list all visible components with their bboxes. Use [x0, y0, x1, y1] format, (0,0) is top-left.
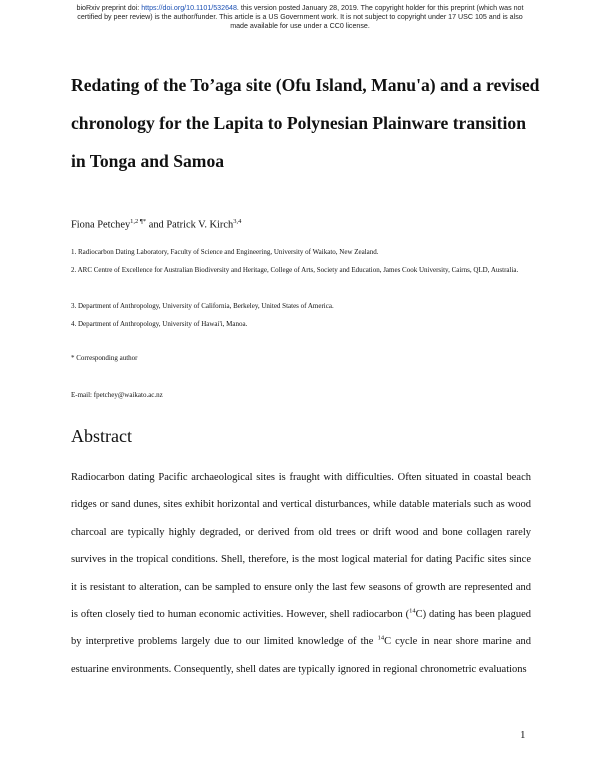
abstract-text: Radiocarbon dating Pacific archaeological sites is fraught with difficulties. Often situated in coastal beach ridges or sand dunes, sites exhibit horizontal and vertical disturbances, while datable materials such as wood charcoal are typically highly degraded, or derived from old trees or drift wood and bone collagen rarely survives in the tropical conditions. Shell, therefore, is the most logical material for dating Pacific sites since it is resistant to alteration, can be sampled to ensure only the last few seasons of growth are represented and is often closely tied to human economic activities. However, shell radiocarbon ($^{14}$C) dating has been plagued by interpretive problems largely due to our limited knowledge of the $^{14}$C cycle in near shore marine and estuarine environments. Consequently, shell dates are typically ignored in regional chronometric evaluations — [71, 472, 531, 675]
author-list: Fiona Petchey$^{1,2 \P*}$ and Patrick V. Kirch$^{3,4}$ — [71, 218, 242, 231]
affiliation-4: 4. Department of Anthropology, University of Hawai'i, Manoa. — [71, 320, 248, 328]
author-email: E-mail: fpetchey@waikato.ac.nz — [71, 391, 163, 399]
author-name: Patrick V. Kirch — [166, 219, 234, 231]
preprint-notice — [6, 4, 594, 31]
affiliation-1: 1. Radiocarbon Dating Laboratory, Faculty of Science and Engineering, University of Waikato, New Zealand. — [71, 248, 379, 256]
preprint-line-3: made available for use under a CC0 license. — [230, 22, 370, 30]
corresponding-author-note: * Corresponding author — [71, 354, 138, 362]
preprint-line-2: certified by peer review) is the author/funder. This article is a US Government work. It is not subject to copyright under 17 USC 105 and is also — [77, 13, 523, 21]
page-number: 1 — [520, 729, 526, 741]
affiliation-2: 2. ARC Centre of Excellence for Australian Biodiversity and Heritage, College of Arts, Society and Education, James Cook University, Cairns, QLD, Australia. — [71, 266, 519, 274]
paper-title: Redating of the To’aga site (Ofu Island, Manu'a) and a revised chronology for the Lapita to Polynesian Plainware transition in Tonga and Samoa — [71, 75, 540, 171]
author-affiliation-marks: 1,2 ¶* — [130, 218, 147, 225]
affiliation-3: 3. Department of Anthropology, University of California, Berkeley, United States of America. — [71, 302, 334, 310]
author-affiliation-marks: 3,4 — [233, 218, 242, 225]
author-name: Fiona Petchey — [71, 219, 131, 231]
doi-link[interactable]: https://doi.org/10.1101/532648 — [141, 4, 237, 12]
preprint-line-1: bioRxiv preprint doi: https://doi.org/10.1101/532648. this version posted January 28, 2019. The copyright holder for this preprint (which was not — [76, 4, 524, 12]
abstract-heading: Abstract — [71, 426, 132, 446]
